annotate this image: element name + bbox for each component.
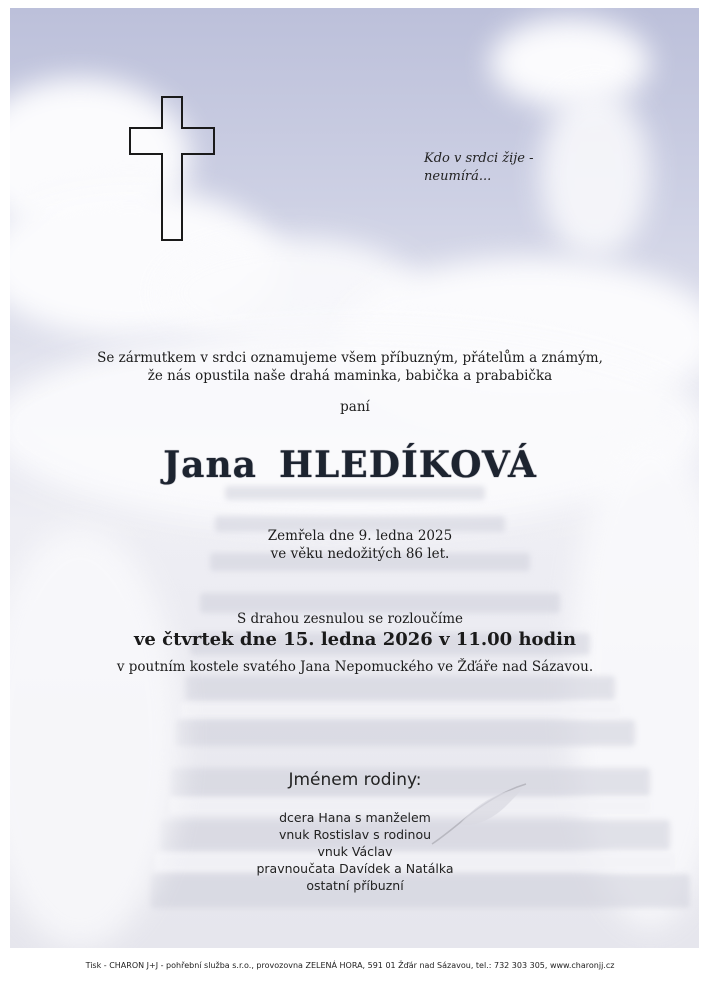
- family-member: ostatní příbuzní: [306, 878, 404, 893]
- ceremony-intro: S drahou zesnulou se rozloučíme: [236, 611, 464, 627]
- announcement-line-1: Se zármutkem v srdci oznamujeme všem příbuzným, přátelům a známým,: [97, 350, 603, 366]
- ceremony-location: v poutním kostele svatého Jana Nepomuckého ve Žďáře nad Sázavou.: [116, 659, 594, 675]
- deceased-name: [60, 444, 640, 486]
- announcement: [80, 349, 620, 385]
- first-name: Jana: [163, 444, 257, 486]
- announcement-line-2: že nás opustila naše drahá maminka, babička a prababička: [147, 368, 553, 384]
- family-member: pravnoučata Davídek a Natálka: [256, 861, 454, 876]
- family-members: [200, 809, 510, 894]
- quote-line-1: Kdo v srdci žije -: [424, 151, 534, 166]
- family-member: dcera Hana s manželem: [279, 810, 431, 825]
- cross-icon: [128, 96, 216, 242]
- ceremony-datetime: ve čtvrtek dne 15. ledna 2026 v 11.00 hodin: [133, 629, 577, 650]
- death-date: Zemřela dne 9. ledna 2025: [267, 528, 453, 544]
- family-member: vnuk Rostislav s rodinou: [278, 827, 432, 842]
- family-title: Jménem rodiny:: [288, 770, 422, 790]
- death-info: [200, 527, 520, 563]
- last-name: HLEDÍKOVÁ: [278, 444, 537, 486]
- printer-footer: Tisk - CHARON J+J - pohřební služba s.r.o., provozovna ZELENÁ HORA, 591 01 Žďár nad Sázavou, tel.: 732 303 305, www.charonjj.cz: [85, 961, 615, 970]
- honorific: paní: [340, 399, 370, 415]
- quote-line-2: neumírá...: [424, 169, 492, 184]
- family-member: vnuk Václav: [317, 844, 393, 859]
- quote: [424, 150, 564, 186]
- death-age: ve věku nedožitých 86 let.: [270, 546, 450, 562]
